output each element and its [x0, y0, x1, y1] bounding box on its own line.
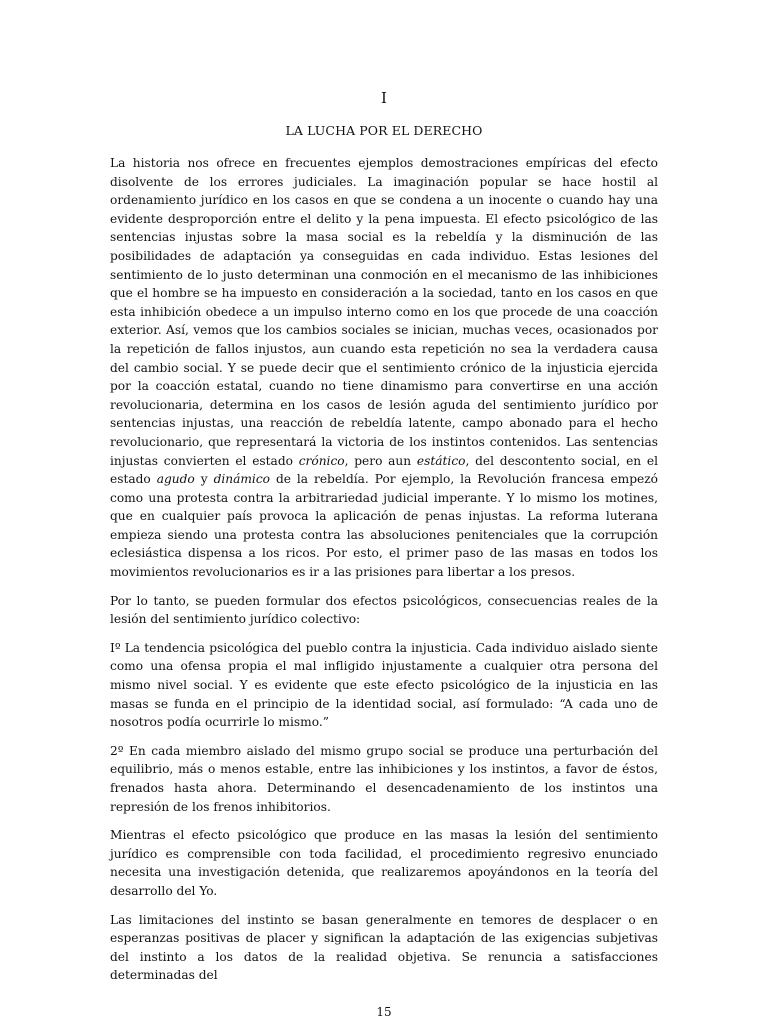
- italic-text: estático: [416, 453, 466, 468]
- chapter-number: I: [381, 89, 387, 107]
- italic-text: crónico: [298, 453, 345, 468]
- text-segment: , del descontento social, en el estado: [110, 453, 659, 487]
- paragraph: [110, 742, 658, 816]
- text-segment: La historia nos ofrece en frecuentes ejemplos demostraciones empíricas del efecto disolvente de los errores judiciales. La imaginación popular se hace hostil al ordenamiento jurídico en los casos en que se condena a un inocente o cuando hay una evidente desproporción entre el delito y la pena impuesta. El efecto psicológico de las sentencias injustas sobre la masa social es la rebeldía y la disminución de las posibilidades de adaptación ya conseguidas en cada individuo. Estas lesiones del sentimiento de lo justo determinan una conmoción en el mecanismo de las inhibiciones que el hombre se ha impuesto en consideración a la sociedad, tanto en los casos en que esta inhibición obedece a un impulso interno como en los que procede de una coacción exterior. Así, vemos que los cambios sociales se inician, muchas veces, ocasionados por la repetición de fallos injustos, aun cuando esta repetición no sea la verdadera causa del cambio social. Y se puede decir que el sentimiento crónico de la injusticia ejercida por la coacción estatal, cuando no tiene dinamismo para convertirse en una acción revolucionaria, determina en los casos de lesión aguda del sentimiento jurídico por sentencias injustas, una reacción de rebeldía latente, campo abonado para el hecho revolucionario, que representará la victoria de los instintos contenidos. Las sentencias injustas convierten el estado: [110, 156, 658, 468]
- text-segment: Por lo tanto, se pueden formular dos efectos psicológicos, consecuencias reales de la lesión del sentimiento jurídico colectivo:: [110, 593, 658, 627]
- text-segment: de la rebeldía. Por ejemplo, la Revolución francesa empezó como una protesta contra la arbitrariedad judicial imperante. Y lo mismo los motines, que en cualquier país provoca la aplicación de penas injustas. La reforma luterana empieza siendo una protesta contra las absoluciones penitenciales que la corrupción eclesiástica dispensa a los ricos. Por esto, el primer paso de las masas en todos los movimientos revolucionarios es ir a las prisiones para libertar a los presos.: [110, 472, 658, 580]
- text-segment: Mientras el efecto psicológico que produce en las masas la lesión del sentimiento jurídico es comprensible con toda facilidad, el procedimiento regresivo enunciado necesita una investigación detenida, que realizaremos apoyándonos en la teoría del desarrollo del Yo.: [110, 828, 658, 898]
- text-segment: , pero aun: [344, 453, 417, 468]
- paragraph: [110, 911, 658, 985]
- body-text: [110, 154, 658, 985]
- text-segment: 2º En cada miembro aislado del mismo grupo social se produce una perturbación del equilibrio, más o menos estable, entre las inhibiciones y los instintos, a favor de éstos, frenados hasta ahora. Determinando el desencadenamiento de los instintos una represión de los frenos inhibitorios.: [110, 743, 658, 814]
- paragraph: [110, 592, 658, 629]
- text-segment: y: [194, 472, 214, 487]
- paragraph: [110, 826, 658, 900]
- italic-text: agudo: [156, 472, 195, 487]
- paragraph: [110, 639, 658, 732]
- text-segment: Las limitaciones del instinto se basan generalmente en temores de desplacer o en esperanzas positivas de placer y significan la adaptación de las exigencias subjetivas del instinto a los datos de la realidad objetiva. Se renuncia a satisfacciones determinadas del: [110, 912, 658, 983]
- document-page: [110, 88, 658, 995]
- paragraph: [110, 154, 658, 582]
- page-number: 15: [376, 1005, 392, 1019]
- text-segment: Iº La tendencia psicológica del pueblo contra la injusticia. Cada individuo aislado siente como una ofensa propia el mal infligido injustamente a cualquier otra persona del mismo nivel social. Y es evidente que este efecto psicológico de la injusticia en las masas se funda en el principio de la identidad social, así formulado: “A cada uno de nosotros podía ocurrirle lo mismo.”: [110, 640, 658, 730]
- italic-text: dinámico: [213, 472, 270, 487]
- chapter-title: LA LUCHA POR EL DERECHO: [285, 123, 483, 138]
